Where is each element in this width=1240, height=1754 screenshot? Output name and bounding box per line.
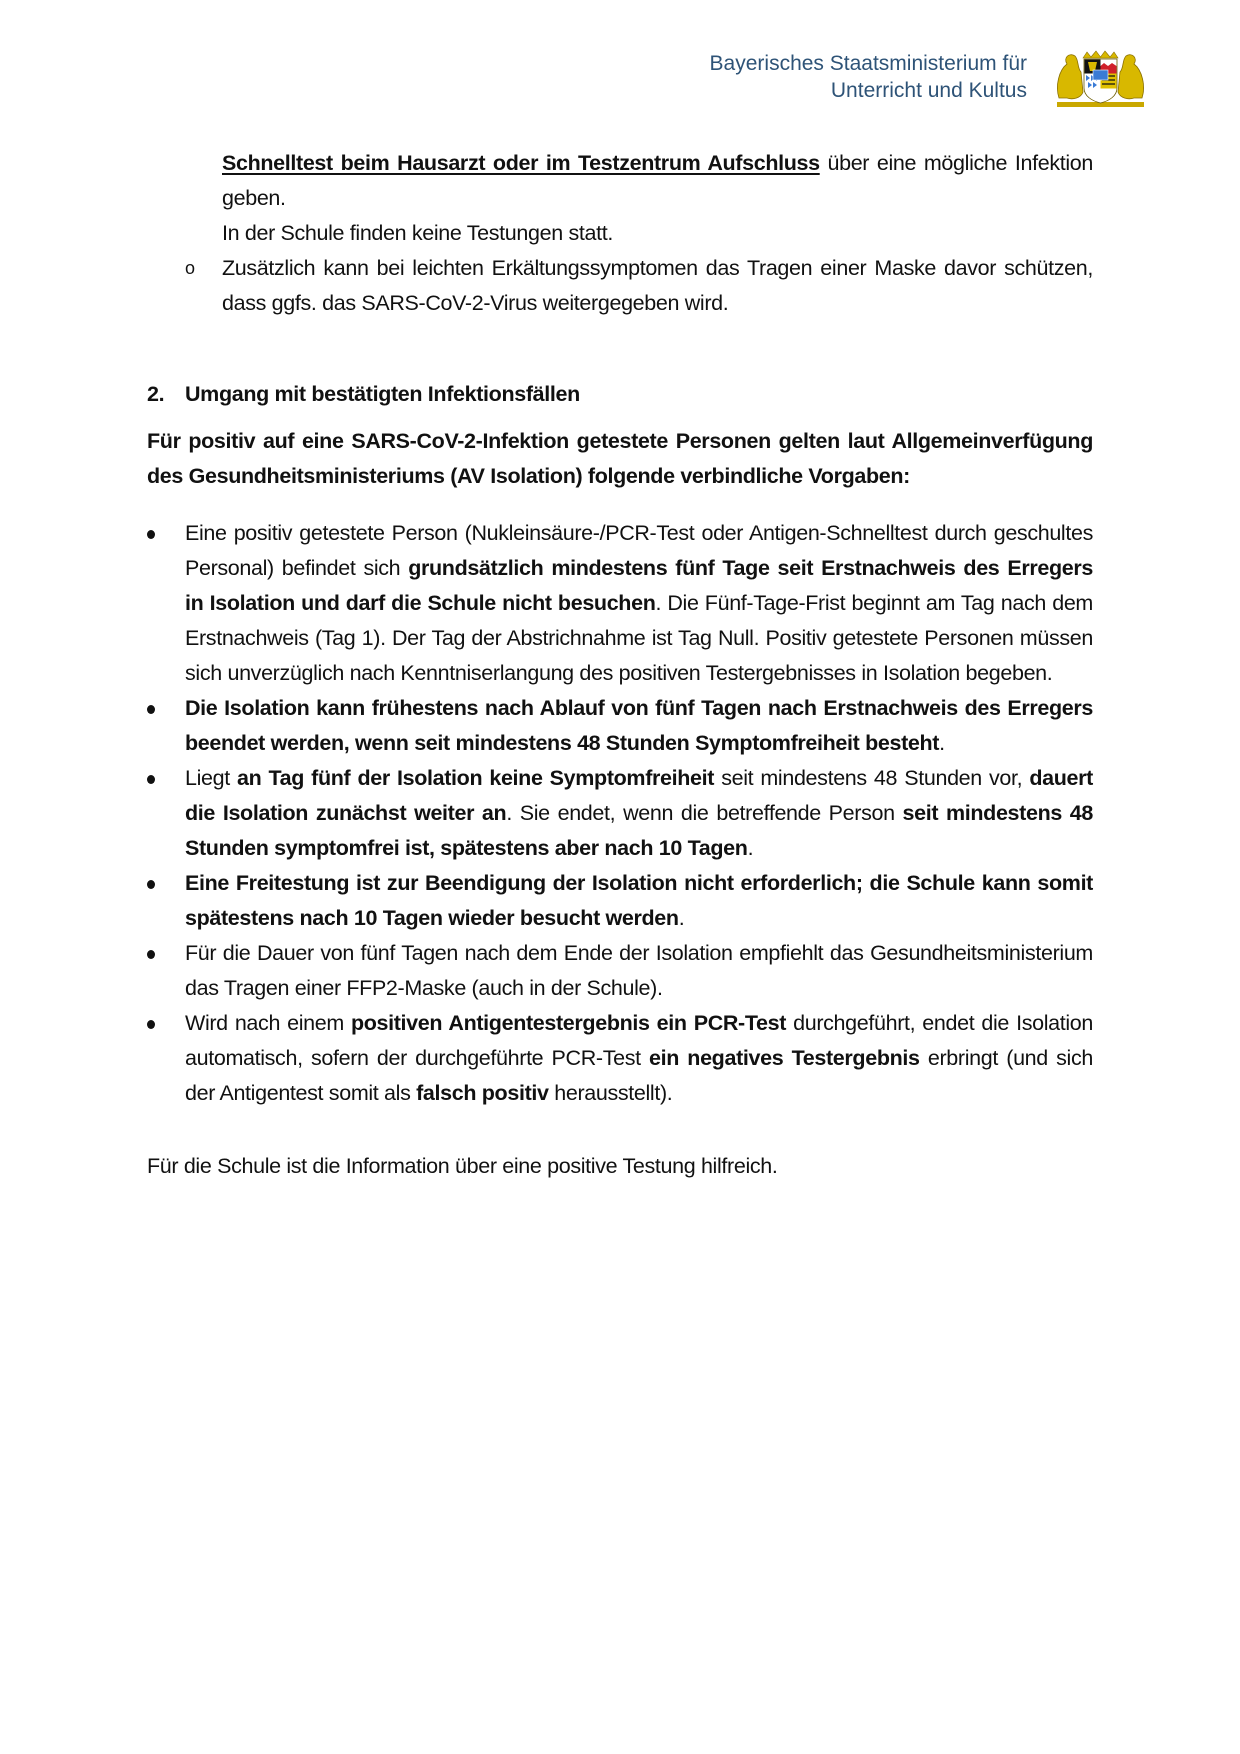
bold-emphasis: dauert die Isolation zunächst weiter an <box>185 765 1093 825</box>
rules-list-item <box>147 1006 1093 1111</box>
list-text: . Sie endet, wenn die betreffende Person <box>506 800 903 825</box>
ministry-name <box>710 50 1027 104</box>
rules-list-item <box>147 516 1093 691</box>
bold-emphasis: seit mindestens 48 Stunden symptomfrei ist, spätestens aber nach 10 Tagen <box>185 800 1093 860</box>
ministry-name-line1: Bayerisches Staatsministerium für <box>709 52 1027 75</box>
list-text: Eine positiv getestete Person (Nukleinsäure-/PCR-Test oder Antigen-Schnelltest durch geschultes Personal) befindet sich <box>185 520 1093 580</box>
rules-list-item <box>147 866 1093 936</box>
bold-emphasis: an Tag fünf der Isolation keine Symptomfreiheit <box>236 765 715 790</box>
list-text: durchgeführt, endet die Isolation automatisch, sofern der durchgeführte PCR-Test <box>185 1010 1093 1070</box>
document-body <box>147 146 1093 1184</box>
bullet-icon <box>147 880 155 889</box>
rules-list-item <box>147 761 1093 866</box>
list-text: . <box>747 835 754 860</box>
bullet-icon <box>147 705 155 714</box>
sub-list-item-text: Zusätzlich kann bei leichten Erkältungssymptomen das Tragen einer Maske davor schützen, dass ggfs. das SARS-CoV-2-Virus weitergegeben wird. <box>222 256 1093 315</box>
bold-emphasis: positiven Antigentestergebnis ein PCR-Test <box>350 1010 787 1035</box>
no-testing-note: In der Schule finden keine Testungen statt. <box>222 221 613 245</box>
letterhead <box>710 48 1148 108</box>
section-intro: Für positiv auf eine SARS-CoV-2-Infektion getestete Personen gelten laut Allgemeinverfügung des Gesundheitsministeriums (AV Isolation) folgende verbindliche Vorgaben: <box>147 429 1093 488</box>
rules-list-item <box>147 936 1093 1006</box>
bullet-icon <box>147 1020 155 1029</box>
bold-emphasis: falsch positiv <box>416 1080 549 1105</box>
list-text: Für die Dauer von fünf Tagen nach dem Ende der Isolation empfiehlt das Gesundheitsministerium das Tragen einer FFP2-Maske (auch in der Schule). <box>185 940 1093 1000</box>
section-title: Umgang mit bestätigten Infektionsfällen <box>185 382 580 406</box>
sub-list-item <box>147 251 1093 321</box>
bullet-icon <box>147 950 155 959</box>
ministry-name-line2: Unterricht und Kultus <box>830 79 1027 102</box>
bavarian-coat-of-arms-icon <box>1053 48 1148 108</box>
list-text: herausstellt). <box>548 1080 673 1105</box>
list-text: erbringt (und sich der Antigentest somit als <box>185 1045 1093 1105</box>
section-number: 2. <box>147 382 165 406</box>
list-text: Wird nach einem <box>185 1010 351 1035</box>
rules-list <box>147 516 1093 1111</box>
list-text: seit mindestens 48 Stunden vor, <box>714 765 1030 790</box>
bullet-icon <box>147 530 155 539</box>
closing-paragraph: Für die Schule ist die Information über eine positive Testung hilfreich. <box>147 1153 778 1178</box>
bold-emphasis: Eine Freitestung ist zur Beendigung der Isolation nicht erforderlich; die Schule kann somit spätestens nach 10 Tagen wieder besucht werden <box>185 870 1093 930</box>
rules-list-item <box>147 691 1093 761</box>
continuation-paragraph <box>147 146 1093 216</box>
bold-emphasis: Die Isolation kann frühestens nach Ablauf von fünf Tagen nach Erstnachweis des Erregers beendet werden, wenn seit mindestens 48 Stunden Symptomfreiheit besteht <box>185 695 1093 755</box>
section-heading <box>147 377 1093 412</box>
list-text: . <box>939 730 945 755</box>
list-text: . Die Fünf-Tage-Frist beginnt am Tag nach dem Erstnachweis (Tag 1). Der Tag der Abstrichnahme ist Tag Null. Positiv getestete Personen müssen sich unverzüglich nach Kenntniserlangung des positiven Testergebnisses in Isolation begeben. <box>185 590 1093 685</box>
list-text: . <box>678 905 685 930</box>
bold-emphasis: grundsätzlich mindestens fünf Tage seit Erstnachweis des Erregers in Isolation und darf die Schule nicht besuchen <box>185 555 1093 615</box>
underlined-emphasis: Schnelltest beim Hausarzt oder im Testzentrum Aufschluss <box>222 151 820 175</box>
continuation-text: über eine mögliche Infektion geben. <box>222 151 1093 210</box>
bullet-icon <box>147 775 155 784</box>
hollow-bullet-icon: o <box>185 258 195 278</box>
list-text: Liegt <box>185 765 237 790</box>
bold-emphasis: ein negatives Testergebnis <box>649 1045 920 1070</box>
